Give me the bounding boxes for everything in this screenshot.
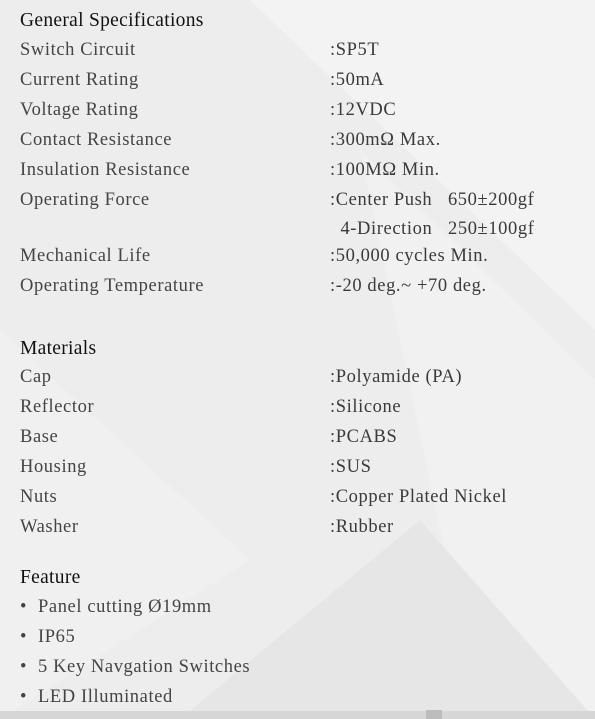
material-value: :Rubber bbox=[330, 517, 394, 537]
spec-label: Voltage Rating bbox=[20, 100, 139, 120]
spec-label: Contact Resistance bbox=[20, 130, 173, 150]
material-value: :Silicone bbox=[330, 397, 402, 417]
spec-value: :300mΩ Max. bbox=[330, 130, 441, 150]
spec-label: Mechanical Life bbox=[20, 246, 151, 266]
material-row-nuts bbox=[20, 487, 595, 515]
spec-row-contact-resistance bbox=[20, 130, 595, 158]
feature-text: LED Illuminated bbox=[38, 687, 173, 707]
material-row-base bbox=[20, 427, 595, 455]
feature-text: IP65 bbox=[38, 627, 76, 647]
bottom-scroll-thumb[interactable] bbox=[426, 710, 442, 719]
material-value: :Copper Plated Nickel bbox=[330, 487, 508, 507]
material-value: :PCABS bbox=[330, 427, 398, 447]
material-label: Cap bbox=[20, 367, 52, 387]
spec-row-operating-temperature bbox=[20, 276, 595, 304]
bullet-icon: • bbox=[20, 627, 28, 647]
spec-row-insulation-resistance bbox=[20, 160, 595, 188]
material-row-housing bbox=[20, 457, 595, 485]
feature-item bbox=[20, 657, 250, 678]
bullet-icon: • bbox=[20, 657, 28, 677]
spec-value: :100MΩ Min. bbox=[330, 160, 440, 180]
material-label: Washer bbox=[20, 517, 79, 537]
feature-item bbox=[20, 687, 173, 708]
spec-row-mechanical-life bbox=[20, 246, 595, 274]
spec-row-switch-circuit bbox=[20, 40, 595, 68]
spec-value: :SP5T bbox=[330, 40, 380, 60]
spec-value: :50mA bbox=[330, 70, 385, 90]
spec-label: Operating Temperature bbox=[20, 276, 205, 296]
spec-value: :12VDC bbox=[330, 100, 397, 120]
spec-row-current-rating bbox=[20, 70, 595, 98]
spec-row-operating-force-4-direction bbox=[20, 219, 595, 247]
material-row-cap bbox=[20, 367, 595, 395]
bullet-icon: • bbox=[20, 597, 28, 617]
material-label: Base bbox=[20, 427, 59, 447]
feature-text: 5 Key Navgation Switches bbox=[38, 657, 251, 677]
spec-value: :50,000 cycles Min. bbox=[330, 246, 489, 266]
spec-value: 4-Direction 250±100gf bbox=[330, 219, 535, 239]
spec-label: Switch Circuit bbox=[20, 40, 136, 60]
material-label: Nuts bbox=[20, 487, 58, 507]
feature-heading: Feature bbox=[20, 567, 81, 588]
spec-label: Operating Force bbox=[20, 190, 150, 210]
spec-label: Current Rating bbox=[20, 70, 139, 90]
material-row-reflector bbox=[20, 397, 595, 425]
bottom-scroll-strip bbox=[0, 711, 595, 719]
material-label: Housing bbox=[20, 457, 87, 477]
feature-text: Panel cutting Ø19mm bbox=[38, 597, 212, 617]
material-row-washer bbox=[20, 517, 595, 545]
spec-value: :-20 deg.~ +70 deg. bbox=[330, 276, 487, 296]
spec-value: :Center Push 650±200gf bbox=[330, 190, 535, 210]
material-label: Reflector bbox=[20, 397, 95, 417]
feature-item bbox=[20, 627, 75, 648]
bullet-icon: • bbox=[20, 687, 28, 707]
materials-heading: Materials bbox=[20, 338, 97, 359]
material-value: :Polyamide (PA) bbox=[330, 367, 463, 387]
general-specifications-heading: General Specifications bbox=[20, 10, 204, 31]
spec-row-operating-force bbox=[20, 190, 595, 218]
spec-row-voltage-rating bbox=[20, 100, 595, 128]
feature-item bbox=[20, 597, 212, 618]
material-value: :SUS bbox=[330, 457, 372, 477]
spec-label: Insulation Resistance bbox=[20, 160, 191, 180]
